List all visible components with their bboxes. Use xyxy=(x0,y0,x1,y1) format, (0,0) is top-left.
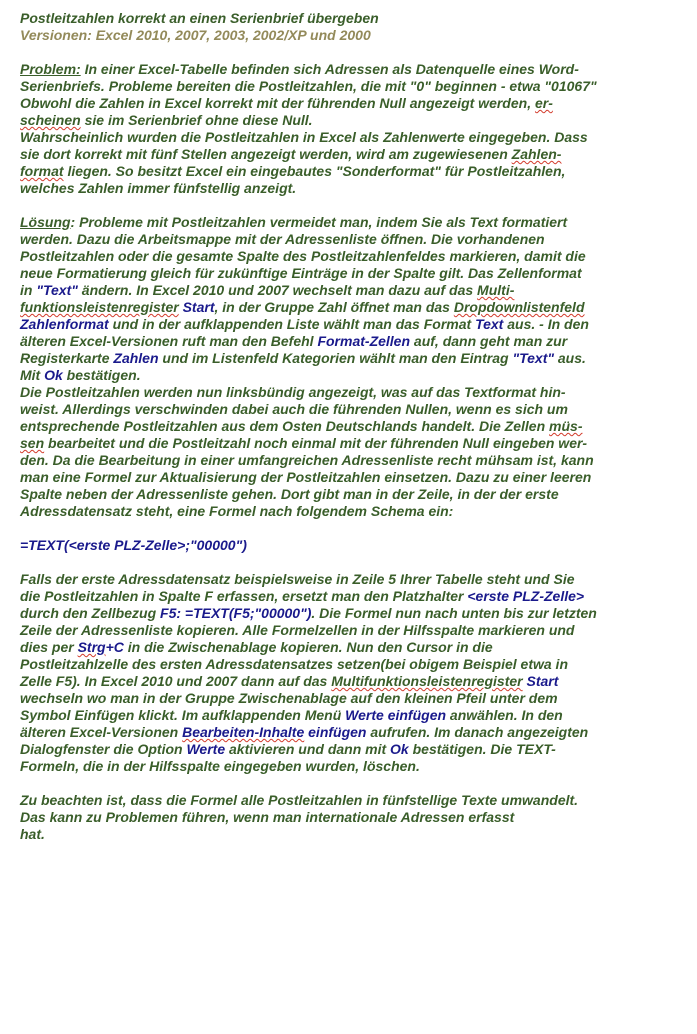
note-text: Das kann zu Problemen führen, wenn man internationale Adressen erfasst xyxy=(20,809,515,825)
solution-text: Adressdatensatz steht, eine Formel nach folgendem Schema ein: xyxy=(20,503,454,519)
problem-text: sie im Serienbrief ohne diese Null. xyxy=(80,112,313,128)
problem-text: Serienbriefs. Probleme bereiten die Postleitzahlen, die mit "0" beginnen - etwa "01067" xyxy=(20,78,597,94)
solution-text: den. Da die Bearbeitung in einer umfangreichen Adressenliste recht mühsam ist, kann xyxy=(20,452,594,468)
spellcheck-word: sen xyxy=(20,435,45,451)
example-text: aufrufen. Im danach angezeigten xyxy=(366,724,589,740)
example-section xyxy=(20,571,630,775)
solution-text: : Probleme mit Postleitzahlen vermeidet man, indem Sie als Text formatiert xyxy=(70,214,568,230)
keyword-format-zellen: Format-Zellen xyxy=(317,333,411,349)
spellcheck-word: Multifunktionsleistenregister xyxy=(331,673,523,689)
solution-text: Die Postleitzahlen werden nun linksbündig angezeigt, was auf das Textformat hin- xyxy=(20,384,566,400)
spellcheck-word: scheinen xyxy=(20,112,81,128)
keyword-c: +C xyxy=(105,639,124,655)
problem-text: In einer Excel-Tabelle befinden sich Adressen als Datenquelle eines Word- xyxy=(80,61,579,77)
keyword-zahlen: Zahlen xyxy=(113,350,159,366)
spellcheck-word: format xyxy=(20,163,64,179)
solution-text: werden. Dazu die Arbeitsmappe mit der Adressenliste öffnen. Die vorhandenen xyxy=(20,231,545,247)
problem-section xyxy=(20,61,630,197)
example-text: älteren Excel-Versionen xyxy=(20,724,183,740)
keyword-text: Text xyxy=(475,316,504,332)
problem-text: Wahrscheinlich wurden die Postleitzahlen in Excel als Zahlenwerte eingegeben. Dass xyxy=(20,129,588,145)
example-text: . Die Formel nun nach unten bis zur letzten xyxy=(311,605,597,621)
formula-line: =TEXT(<erste PLZ-Zelle>;"00000") xyxy=(20,537,247,553)
keyword-start: Start xyxy=(182,299,215,315)
solution-text: in xyxy=(20,282,37,298)
spellcheck-word: Dropdownlistenfeld xyxy=(453,299,585,315)
solution-text: aus. xyxy=(554,350,586,366)
example-text: Dialogfenster die Option xyxy=(20,741,187,757)
example-text: aktivieren und dann mit xyxy=(225,741,391,757)
keyword-start: Start xyxy=(526,673,559,689)
keyword-strg: Strg xyxy=(77,639,106,655)
solution-text: älteren Excel-Versionen ruft man den Befehl xyxy=(20,333,318,349)
spellcheck-word: Multi- xyxy=(477,282,515,298)
keyword-zahlenformat: Zahlenformat xyxy=(20,316,109,332)
example-text: Postleitzahlzelle des ersten Adressdatensatzes setzen(bei obigem Beispiel etwa in xyxy=(20,656,568,672)
example-text: durch den Zellbezug xyxy=(20,605,161,621)
example-text: in die Zwischenablage kopieren. Nun den Cursor in die xyxy=(123,639,493,655)
example-text: Symbol Einfügen klickt. Im aufklappenden Menü xyxy=(20,707,346,723)
keyword-bearbeiten-inhalte: Bearbeiten-Inhalte xyxy=(182,724,305,740)
example-text: Falls der erste Adressdatensatz beispielsweise in Zeile 5 Ihrer Tabelle steht und Sie xyxy=(20,571,575,587)
keyword-werte: Werte xyxy=(186,741,226,757)
example-text: Zeile der Adressenliste kopieren. Alle Formelzellen in der Hilfsspalte markieren und xyxy=(20,622,575,638)
solution-text: aus. - In den xyxy=(503,316,589,332)
note-text: Zu beachten ist, dass die Formel alle Postleitzahlen in fünfstellige Texte umwandelt. xyxy=(20,792,579,808)
solution-text: man eine Formel zur Aktualisierung der Postleitzahlen einsetzen. Dazu zu einer leeren xyxy=(20,469,592,485)
spellcheck-word: müs- xyxy=(549,418,583,434)
solution-text: und im Listenfeld Kategorien wählt man den Eintrag xyxy=(158,350,513,366)
spellcheck-word: Zahlen- xyxy=(511,146,562,162)
keyword-formula: F5: =TEXT(F5;"00000") xyxy=(160,605,312,621)
example-text: Formeln, die in der Hilfsspalte eingegeben wurden, löschen. xyxy=(20,758,420,774)
example-text: wechseln wo man in der Gruppe Zwischenablage auf den kleinen Pfeil unter dem xyxy=(20,690,558,706)
keyword-einfuegen: einfügen xyxy=(304,724,367,740)
keyword-ok: Ok xyxy=(390,741,409,757)
problem-text: sie dort korrekt mit fünf Stellen angezeigt werden, wird am zugewiesenen xyxy=(20,146,512,162)
solution-text: und in der aufklappenden Liste wählt man das Format xyxy=(108,316,476,332)
solution-text: bestätigen. xyxy=(62,367,141,383)
keyword-placeholder: <erste PLZ-Zelle> xyxy=(467,588,585,604)
note-text: hat. xyxy=(20,826,45,842)
solution-text: entsprechende Postleitzahlen aus dem Osten Deutschlands handelt. Die Zellen xyxy=(20,418,550,434)
versions-line: Versionen: Excel 2010, 2007, 2003, 2002/XP und 2000 xyxy=(20,27,371,43)
solution-text: ändern. In Excel 2010 und 2007 wechselt man dazu auf das xyxy=(77,282,478,298)
keyword-werte-einfuegen: Werte einfügen xyxy=(345,707,447,723)
solution-text: Mit xyxy=(20,367,45,383)
example-text: Zelle F5). In Excel 2010 und 2007 dann auf das xyxy=(20,673,332,689)
problem-label: Problem: xyxy=(20,61,81,77)
keyword-text: "Text" xyxy=(36,282,78,298)
solution-text: Spalte neben der Adressenliste gehen. Dort gibt man in der Zeile, in der der erste xyxy=(20,486,559,502)
keyword-text: "Text" xyxy=(512,350,554,366)
document-body xyxy=(20,10,630,843)
solution-label: Lösung xyxy=(20,214,71,230)
example-text: bestätigen. Die TEXT- xyxy=(408,741,556,757)
note-section xyxy=(20,792,630,843)
problem-text: Obwohl die Zahlen in Excel korrekt mit der führenden Null angezeigt werden, xyxy=(20,95,535,111)
example-text: die Postleitzahlen in Spalte F erfassen, ersetzt man den Platzhalter xyxy=(20,588,468,604)
solution-text: Postleitzahlen oder die gesamte Spalte des Postleitzahlenfeldes markieren, damit die xyxy=(20,248,586,264)
spellcheck-word: funktionsleistenregister xyxy=(20,299,179,315)
solution-section xyxy=(20,214,630,520)
spellcheck-word: er- xyxy=(534,95,553,111)
solution-text: bearbeitet und die Postleitzahl noch einmal mit der führenden Null eingeben wer- xyxy=(44,435,588,451)
problem-text: welches Zahlen immer fünfstellig anzeigt. xyxy=(20,180,297,196)
example-text: anwählen. In den xyxy=(446,707,563,723)
keyword-ok: Ok xyxy=(44,367,63,383)
solution-text: auf, dann geht man zur xyxy=(410,333,568,349)
solution-text: , in der Gruppe Zahl öffnet man das xyxy=(214,299,454,315)
problem-text: liegen. So besitzt Excel ein eingebautes "Sonderformat" für Postleitzahlen, xyxy=(63,163,566,179)
solution-text: weist. Allerdings verschwinden dabei auch die führenden Nullen, wenn es sich um xyxy=(20,401,568,417)
document-title: Postleitzahlen korrekt an einen Serienbrief übergeben xyxy=(20,10,379,26)
solution-text: Registerkarte xyxy=(20,350,114,366)
example-text: dies per xyxy=(20,639,78,655)
solution-text: neue Formatierung gleich für zukünftige Einträge in der Spalte gilt. Das Zellenformat xyxy=(20,265,582,281)
